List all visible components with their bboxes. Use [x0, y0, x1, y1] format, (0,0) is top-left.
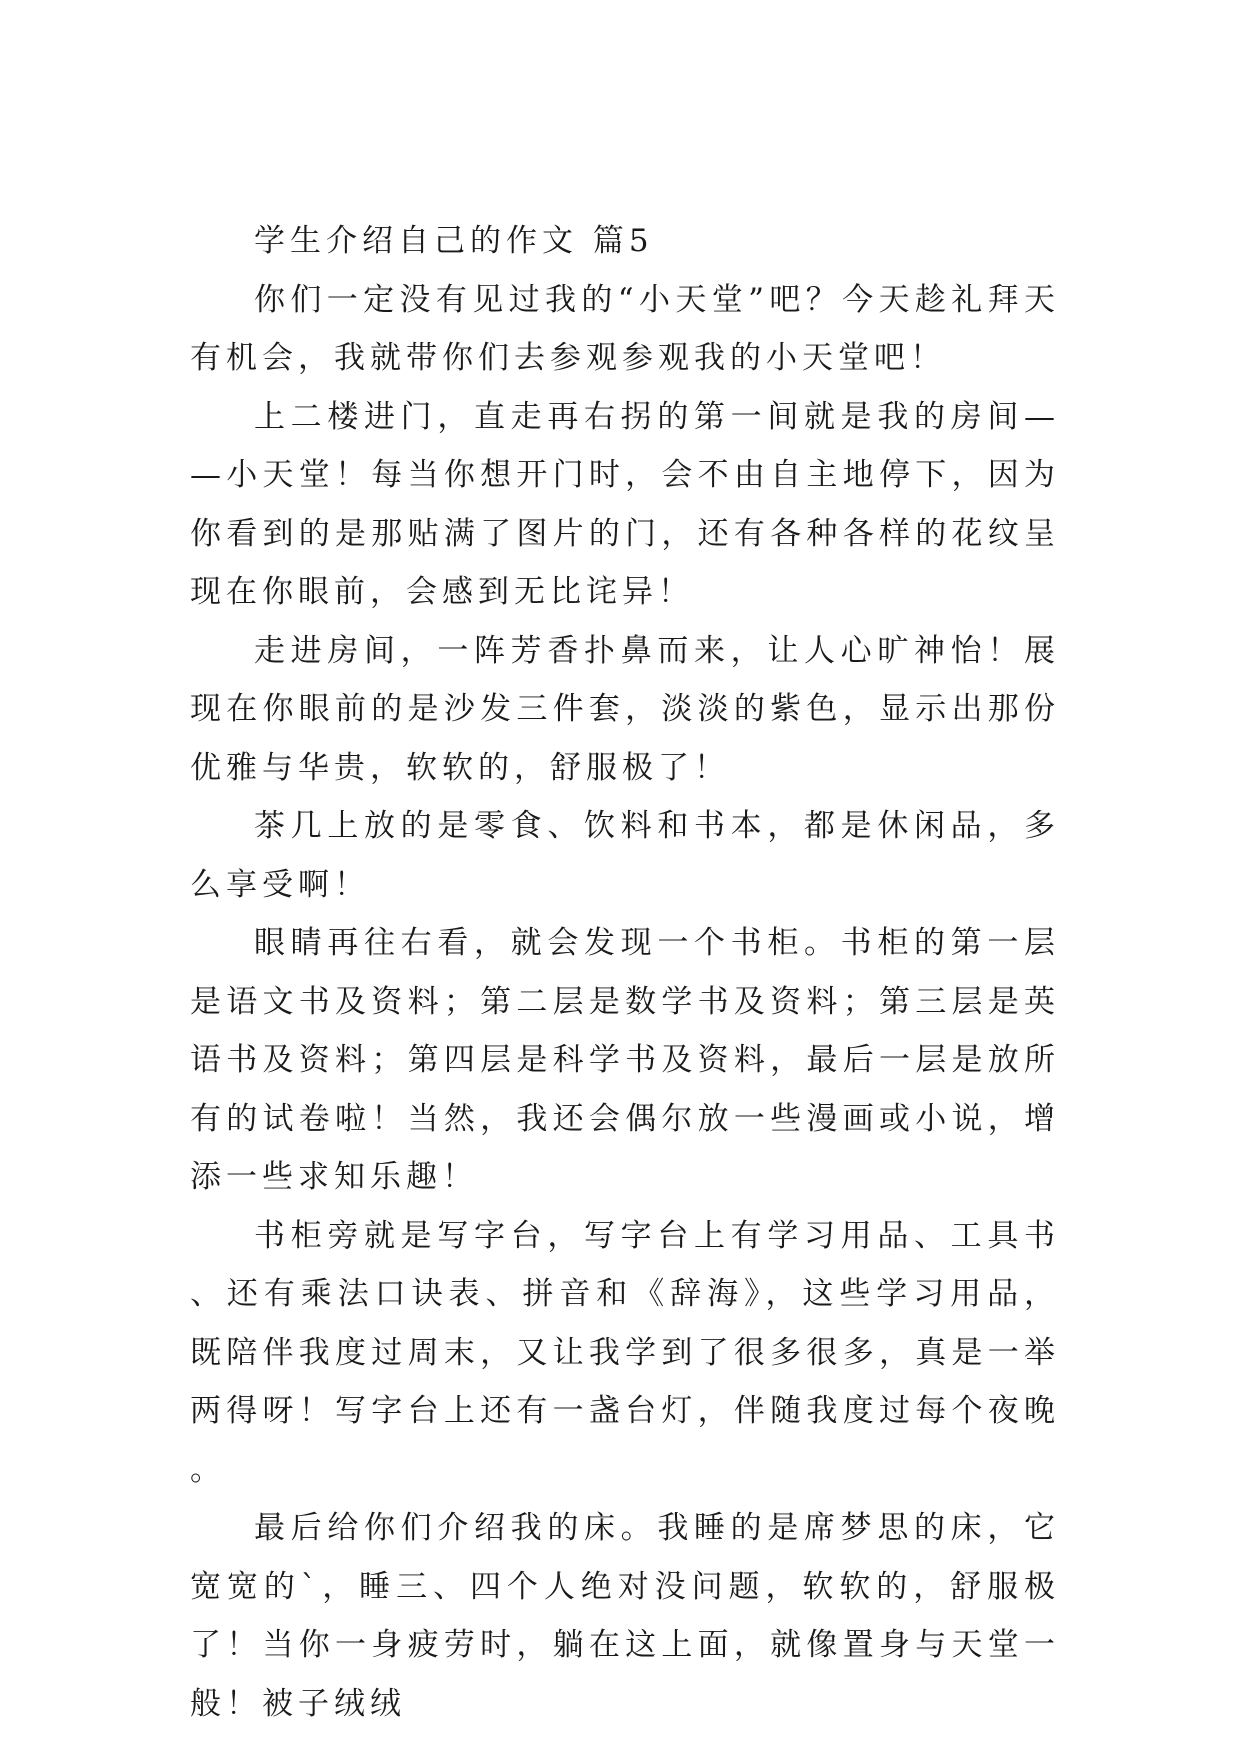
document-body	[190, 212, 1060, 1733]
paragraph-6: 书柜旁就是写字台，写字台上有学习用品、工具书、还有乘法口诀表、拼音和《辞海》，这些学习用品，既陪伴我度过周末，又让我学到了很多很多，真是一举两得呀！写字台上还有一盏台灯，伴随我度过每个夜晚。	[190, 1217, 1060, 1488]
paragraph-5: 眼睛再往右看，就会发现一个书柜。书柜的第一层是语文书及资料；第二层是数学书及资料；第三层是英语书及资料；第四层是科学书及资料，最后一层是放所有的试卷啦！当然，我还会偶尔放一些漫画或小说，增添一些求知乐趣！	[190, 925, 1060, 1195]
paragraph-4: 茶几上放的是零食、饮料和书本，都是休闲品，多么享受啊！	[190, 808, 1060, 903]
paragraph-2: 上二楼进门，直走再右拐的第一间就是我的房间——小天堂！每当你想开门时，会不由自主地停下，因为你看到的是那贴满了图片的门，还有各种各样的花纹呈现在你眼前，会感到无比诧异！	[190, 398, 1060, 610]
paragraph-7: 最后给你们介绍我的床。我睡的是席梦思的床，它宽宽的`，睡三、四个人绝对没问题，软软的，舒服极了！当你一身疲劳时，躺在这上面，就像置身与天堂一般！被子绒绒	[190, 1510, 1060, 1722]
essay-title: 学生介绍自己的作文 篇5	[254, 223, 654, 259]
paragraph-3: 走进房间，一阵芳香扑鼻而来，让人心旷神怡！展现在你眼前的是沙发三件套，淡淡的紫色，显示出那份优雅与华贵，软软的，舒服极了！	[190, 632, 1060, 786]
paragraph-1: 你们一定没有见过我的“小天堂”吧？今天趁礼拜天有机会，我就带你们去参观参观我的小天堂吧！	[190, 281, 1060, 376]
